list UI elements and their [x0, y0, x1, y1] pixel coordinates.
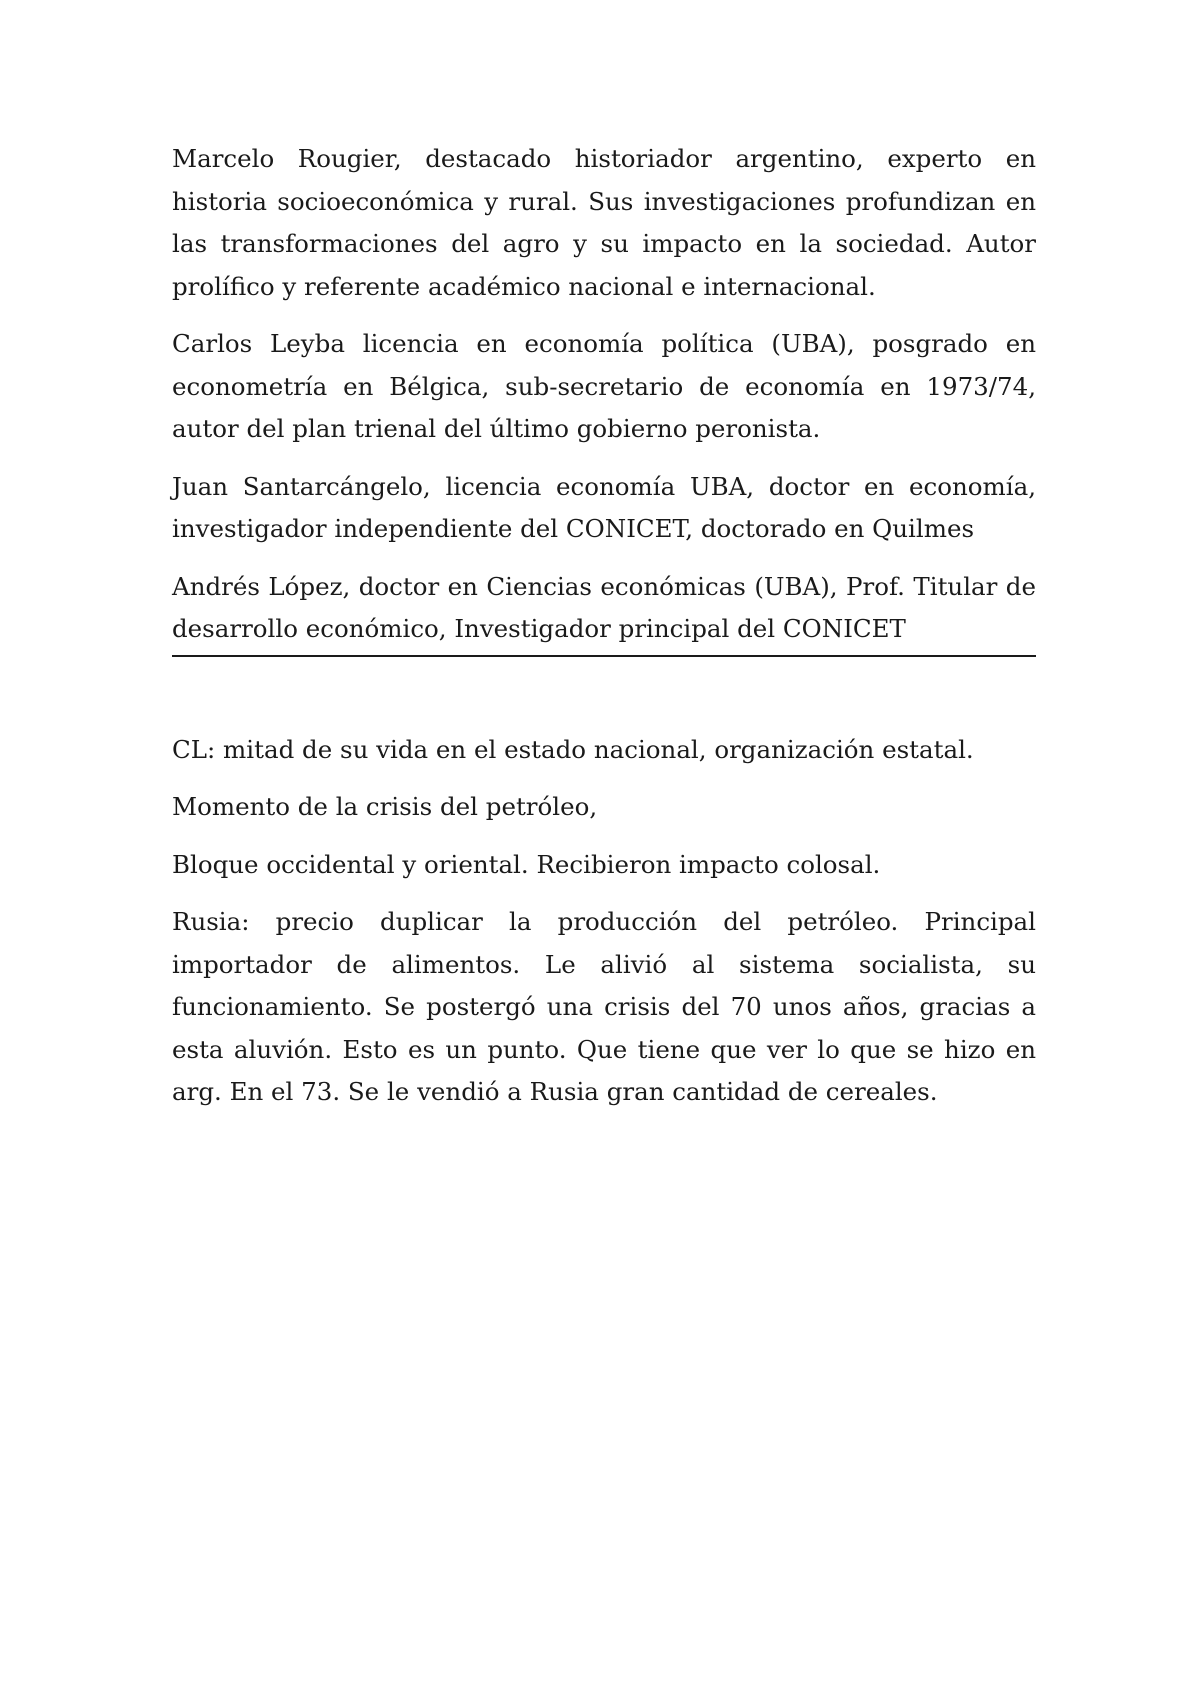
note-paragraph: Bloque occidental y oriental. Recibieron impacto colosal. — [172, 849, 881, 879]
notes-section — [172, 729, 1036, 1114]
bio-paragraph-rougier: Marcelo Rougier, destacado historiador argentino, experto en historia socioeconómica y rural. Sus investigaciones profundizan en las transformaciones del agro y su impacto en la sociedad. Autor prolífico y referente académico nacional e internacional. — [172, 144, 1036, 301]
speaker-bios-section — [172, 138, 1036, 657]
note-paragraph: Rusia: precio duplicar la producción del petróleo. Principal importador de alimentos. Le alivió al sistema socialista, su funcionamiento. Se postergó una crisis del 70 unos años, gracias a esta aluvión. Esto es un punto. Que tiene que ver lo que se hizo en arg. En el 73. Se le vendió a Rusia gran cantidad de cereales. — [172, 907, 1036, 1106]
bio-paragraph-lopez: Andrés López, doctor en Ciencias económicas (UBA), Prof. Titular de desarrollo económico, Investigador principal del CONICET — [172, 571, 1036, 643]
bio-paragraph-santarcangelo: Juan Santarcángelo, licencia economía UBA, doctor en economía, investigador independiente del CONICET, doctorado en Quilmes — [172, 471, 1036, 543]
document-body — [172, 138, 1036, 1129]
note-paragraph: CL: mitad de su vida en el estado nacional, organización estatal. — [172, 734, 974, 764]
bio-paragraph-leyba: Carlos Leyba licencia en economía política (UBA), posgrado en econometría en Bélgica, sub-secretario de economía en 1973/74, autor del plan trienal del último gobierno peronista. — [172, 329, 1036, 443]
section-spacer — [172, 657, 1036, 729]
note-paragraph: Momento de la crisis del petróleo, — [172, 792, 598, 821]
